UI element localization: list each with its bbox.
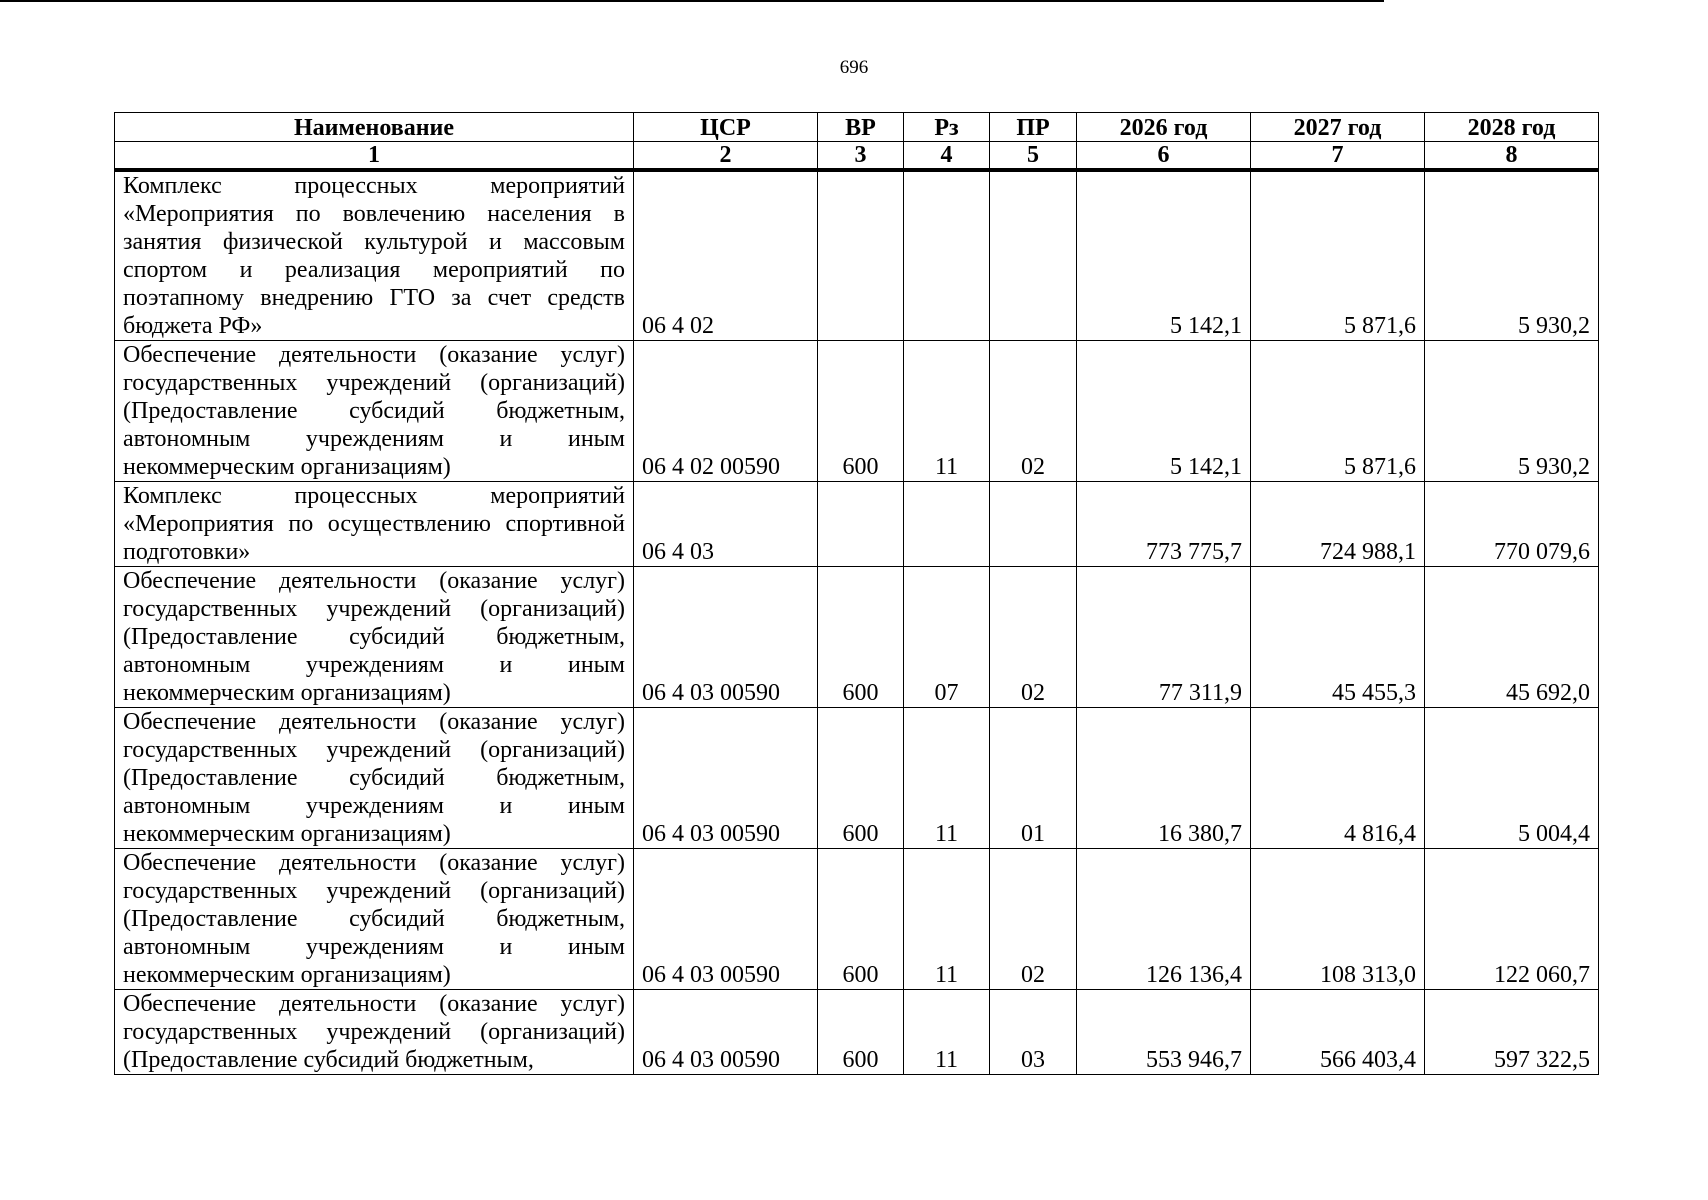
header-vr: ВР	[818, 113, 904, 142]
table-row	[115, 170, 1599, 341]
row-csr: 06 4 03 00590	[634, 708, 818, 849]
row-amount-2027: 108 313,0	[1251, 849, 1425, 990]
row-amount-2028: 5 930,2	[1425, 170, 1599, 341]
row-pr: 01	[990, 708, 1077, 849]
row-name: Комплекс процессных мероприятий «Мероприятия по осуществлению спортивной подготовки»	[115, 482, 634, 567]
column-number-row	[115, 142, 1599, 171]
row-amount-2026: 773 775,7	[1077, 482, 1251, 567]
row-csr: 06 4 03 00590	[634, 849, 818, 990]
row-amount-2026: 16 380,7	[1077, 708, 1251, 849]
row-rz	[904, 170, 990, 341]
row-amount-2026: 126 136,4	[1077, 849, 1251, 990]
row-amount-2027: 724 988,1	[1251, 482, 1425, 567]
row-amount-2028: 122 060,7	[1425, 849, 1599, 990]
table-row	[115, 708, 1599, 849]
row-amount-2028: 45 692,0	[1425, 567, 1599, 708]
row-vr: 600	[818, 708, 904, 849]
row-rz: 11	[904, 708, 990, 849]
header-pr: ПР	[990, 113, 1077, 142]
row-vr: 600	[818, 567, 904, 708]
row-name: Комплекс процессных мероприятий «Мероприятия по вовлечению населения в занятия физической культурой и массовым спортом и реализация мероприятий по поэтапному внедрению ГТО за счет средств бюджета РФ»	[115, 170, 634, 341]
row-amount-2028: 597 322,5	[1425, 990, 1599, 1075]
top-rule	[0, 0, 1384, 2]
header-name: Наименование	[115, 113, 634, 142]
row-csr: 06 4 02	[634, 170, 818, 341]
column-number: 8	[1425, 142, 1599, 171]
table-row	[115, 849, 1599, 990]
row-amount-2026: 5 142,1	[1077, 170, 1251, 341]
budget-table	[114, 112, 1599, 1075]
row-amount-2026: 5 142,1	[1077, 341, 1251, 482]
row-rz	[904, 482, 990, 567]
row-pr: 02	[990, 849, 1077, 990]
row-pr: 02	[990, 341, 1077, 482]
column-number: 4	[904, 142, 990, 171]
row-amount-2027: 566 403,4	[1251, 990, 1425, 1075]
row-rz: 11	[904, 341, 990, 482]
column-number: 5	[990, 142, 1077, 171]
row-rz: 11	[904, 849, 990, 990]
row-amount-2026: 553 946,7	[1077, 990, 1251, 1075]
column-number: 3	[818, 142, 904, 171]
row-vr: 600	[818, 849, 904, 990]
table-row	[115, 341, 1599, 482]
row-name: Обеспечение деятельности (оказание услуг) государственных учреждений (организаций) (Предоставление субсидий бюджетным, автономным учреждениям и иным некоммерческим организациям)	[115, 567, 634, 708]
row-pr	[990, 170, 1077, 341]
row-name: Обеспечение деятельности (оказание услуг) государственных учреждений (организаций) (Предоставление субсидий бюджетным, автономным учреждениям и иным некоммерческим организациям)	[115, 849, 634, 990]
row-amount-2027: 4 816,4	[1251, 708, 1425, 849]
row-vr: 600	[818, 990, 904, 1075]
row-csr: 06 4 03	[634, 482, 818, 567]
row-vr: 600	[818, 341, 904, 482]
table-row	[115, 567, 1599, 708]
row-pr	[990, 482, 1077, 567]
header-row	[115, 113, 1599, 142]
table-row	[115, 482, 1599, 567]
row-csr: 06 4 03 00590	[634, 990, 818, 1075]
row-amount-2027: 45 455,3	[1251, 567, 1425, 708]
header-year-2027: 2027 год	[1251, 113, 1425, 142]
table-row	[115, 990, 1599, 1075]
page-number: 696	[839, 57, 869, 78]
row-vr	[818, 170, 904, 341]
row-rz: 07	[904, 567, 990, 708]
row-name: Обеспечение деятельности (оказание услуг) государственных учреждений (организаций) (Предоставление субсидий бюджетным,	[115, 990, 634, 1075]
row-amount-2026: 77 311,9	[1077, 567, 1251, 708]
header-rz: Рз	[904, 113, 990, 142]
row-rz: 11	[904, 990, 990, 1075]
header-csr: ЦСР	[634, 113, 818, 142]
column-number: 1	[115, 142, 634, 171]
header-year-2028: 2028 год	[1425, 113, 1599, 142]
header-year-2026: 2026 год	[1077, 113, 1251, 142]
row-pr: 03	[990, 990, 1077, 1075]
row-amount-2028: 5 004,4	[1425, 708, 1599, 849]
row-amount-2027: 5 871,6	[1251, 170, 1425, 341]
row-amount-2028: 5 930,2	[1425, 341, 1599, 482]
row-csr: 06 4 03 00590	[634, 567, 818, 708]
row-name: Обеспечение деятельности (оказание услуг) государственных учреждений (организаций) (Предоставление субсидий бюджетным, автономным учреждениям и иным некоммерческим организациям)	[115, 708, 634, 849]
row-csr: 06 4 02 00590	[634, 341, 818, 482]
row-vr	[818, 482, 904, 567]
row-name: Обеспечение деятельности (оказание услуг) государственных учреждений (организаций) (Предоставление субсидий бюджетным, автономным учреждениям и иным некоммерческим организациям)	[115, 341, 634, 482]
row-pr: 02	[990, 567, 1077, 708]
row-amount-2027: 5 871,6	[1251, 341, 1425, 482]
column-number: 7	[1251, 142, 1425, 171]
row-amount-2028: 770 079,6	[1425, 482, 1599, 567]
column-number: 6	[1077, 142, 1251, 171]
column-number: 2	[634, 142, 818, 171]
